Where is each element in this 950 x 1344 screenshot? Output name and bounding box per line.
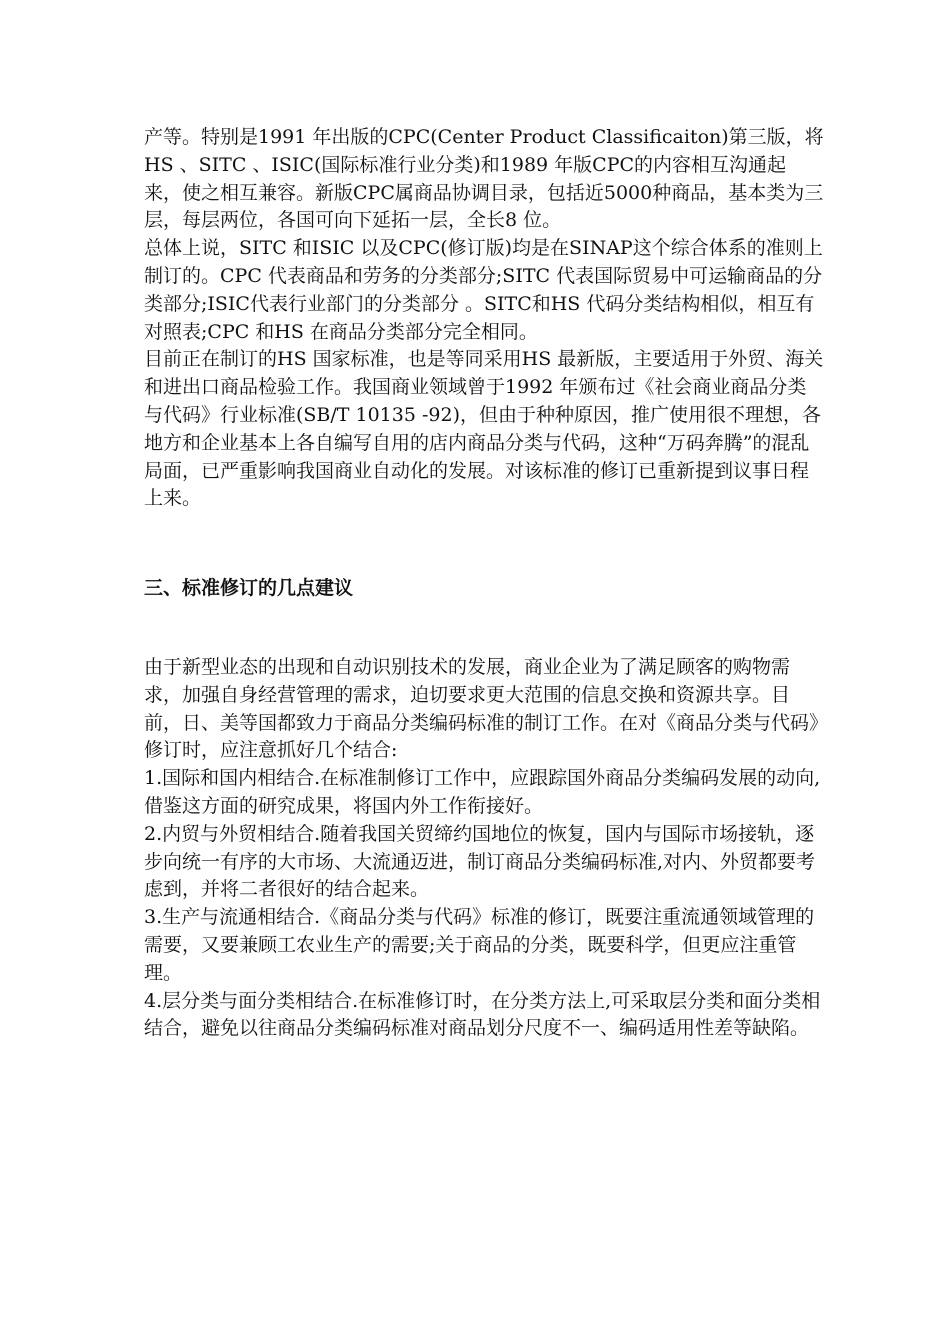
top-text-block — [144, 124, 824, 513]
list-item: 2.内贸与外贸相结合.随着我国关贸缔约国地位的恢复，国内与国际市场接轨，逐步向统一有序的大市场、大流通迈进，制订商品分类编码标准,对内、外贸都要考虑到，并将二者很好的结合起来。 — [144, 822, 816, 901]
paragraph-cpc-history: 产等。特别是1991 年出版的CPC(Center Product Classificaiton)第三版，将HS 、SITC 、ISIC(国际标准行业分类)和1989 年版CPC的内容相互沟通起来，使之相互兼容。新版CPC属商品协调目录，包括近5000种商品，基本类为三层，每层两位，各国可向下延拓一层，全长8 位。 — [144, 126, 824, 232]
paragraph-sinap-summary: 总体上说，SITC 和ISIC 以及CPC(修订版)均是在SINAP这个综合体系的准则上制订的。CPC 代表商品和劳务的分类部分;SITC 代表国际贸易中可运输商品的分类部分;ISIC代表行业部门的分类部分 。SITC和HS 代码分类结构相似，相互有对照表;CPC 和HS 在商品分类部分完全相同。 — [144, 237, 823, 343]
section-heading: 三、标准修订的几点建议 — [144, 577, 354, 599]
list-item: 1.国际和国内相结合.在标准制修订工作中，应跟踪国外商品分类编码发展的动向,借鉴这方面的研究成果，将国内外工作衔接好。 — [144, 767, 821, 817]
paragraph-intro: 由于新型业态的出现和自动识别技术的发展，商业企业为了满足顾客的购物需求，加强自身经营管理的需求，迫切要求更大范围的信息交换和资源共享。目前，日、美等国都致力于商品分类编码标准的制订工作。在对《商品分类与代码》修订时，应注意抓好几个结合: — [144, 656, 819, 762]
list-item: 4.层分类与面分类相结合.在标准修订时，在分类方法上,可采取层分类和面分类相结合，避免以往商品分类编码标准对商品划分尺度不一、编码适用性差等缺陷。 — [144, 989, 821, 1040]
bottom-text-block — [144, 654, 824, 1043]
paragraph-hs-national-standard: 目前正在制订的HS 国家标准，也是等同采用HS 最新版，主要适用于外贸、海关和进出口商品检验工作。我国商业领域曾于1992 年颁布过《社会商业商品分类与代码》行业标准(SB/T 10135 -92)，但由于种种原因，推广使用很不理想，各地方和企业基本上各自编写自用的店内商品分类与代码，这种“万码奔腾”的混乱局面，已严重影响我国商业自动化的发展。对该标准的修订已重新提到议事日程上来。 — [144, 348, 824, 510]
list-item: 3.生产与流通相结合.《商品分类与代码》标准的修订，既要注重流通领域管理的需要，又要兼顾工农业生产的需要;关于商品的分类，既要科学，但更应注重管理。 — [144, 906, 815, 984]
